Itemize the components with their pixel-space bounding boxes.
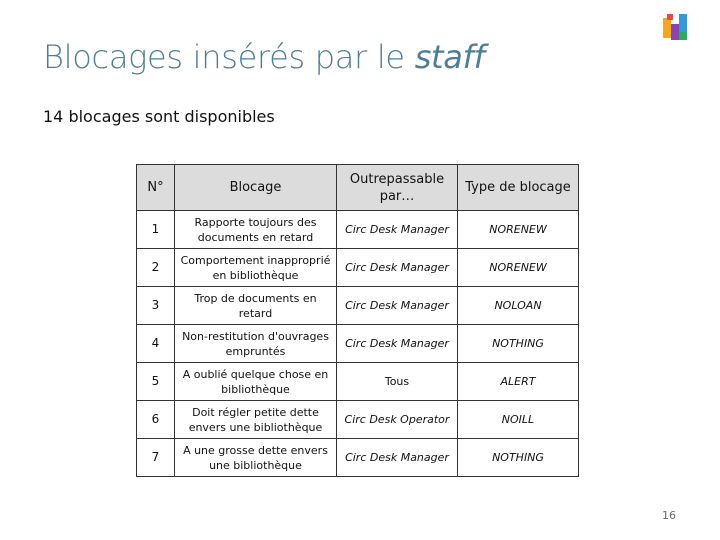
table-row (137, 287, 579, 325)
row-type: NOLOAN (458, 287, 579, 325)
row-blocage: Doit régler petite dette envers une bibliothèque (175, 401, 337, 439)
row-blocage: Non-restitution d'ouvrages empruntés (175, 325, 337, 363)
row-outrepassable: Tous (337, 363, 458, 401)
column-header-blocage: Blocage (175, 165, 337, 211)
row-outrepassable: Circ Desk Manager (337, 287, 458, 325)
page-subtitle: 14 blocages sont disponibles (43, 107, 275, 126)
row-outrepassable: Circ Desk Manager (337, 439, 458, 477)
column-header-type: Type de blocage (458, 165, 579, 211)
title-emphasis: staff (414, 38, 485, 76)
row-blocage: Rapporte toujours des documents en retard (175, 211, 337, 249)
table-row (137, 325, 579, 363)
table-row (137, 401, 579, 439)
row-number: 5 (137, 363, 175, 401)
row-outrepassable: Circ Desk Operator (337, 401, 458, 439)
row-number: 1 (137, 211, 175, 249)
row-outrepassable: Circ Desk Manager (337, 249, 458, 287)
table-row (137, 363, 579, 401)
page-title (43, 38, 485, 76)
blocages-table (136, 164, 579, 477)
row-blocage: A une grosse dette envers une bibliothèque (175, 439, 337, 477)
row-type: NORENEW (458, 249, 579, 287)
column-header-number: N° (137, 165, 175, 211)
row-type: ALERT (458, 363, 579, 401)
page-number: 16 (662, 509, 676, 522)
row-outrepassable: Circ Desk Manager (337, 211, 458, 249)
row-number: 7 (137, 439, 175, 477)
row-blocage: A oublié quelque chose en bibliothèque (175, 363, 337, 401)
row-number: 4 (137, 325, 175, 363)
table-row (137, 211, 579, 249)
row-number: 2 (137, 249, 175, 287)
table-row (137, 439, 579, 477)
title-prefix: Blocages insérés par le (43, 38, 415, 76)
row-type: NORENEW (458, 211, 579, 249)
row-outrepassable: Circ Desk Manager (337, 325, 458, 363)
row-type: NOTHING (458, 325, 579, 363)
row-blocage: Trop de documents en retard (175, 287, 337, 325)
row-type: NOTHING (458, 439, 579, 477)
row-blocage: Comportement inapproprié en bibliothèque (175, 249, 337, 287)
row-number: 6 (137, 401, 175, 439)
column-header-outrepassable: Outrepassable par… (337, 165, 458, 211)
row-type: NOILL (458, 401, 579, 439)
table-row (137, 249, 579, 287)
row-number: 3 (137, 287, 175, 325)
library-logo-icon (663, 14, 687, 42)
table-header-row (137, 165, 579, 211)
